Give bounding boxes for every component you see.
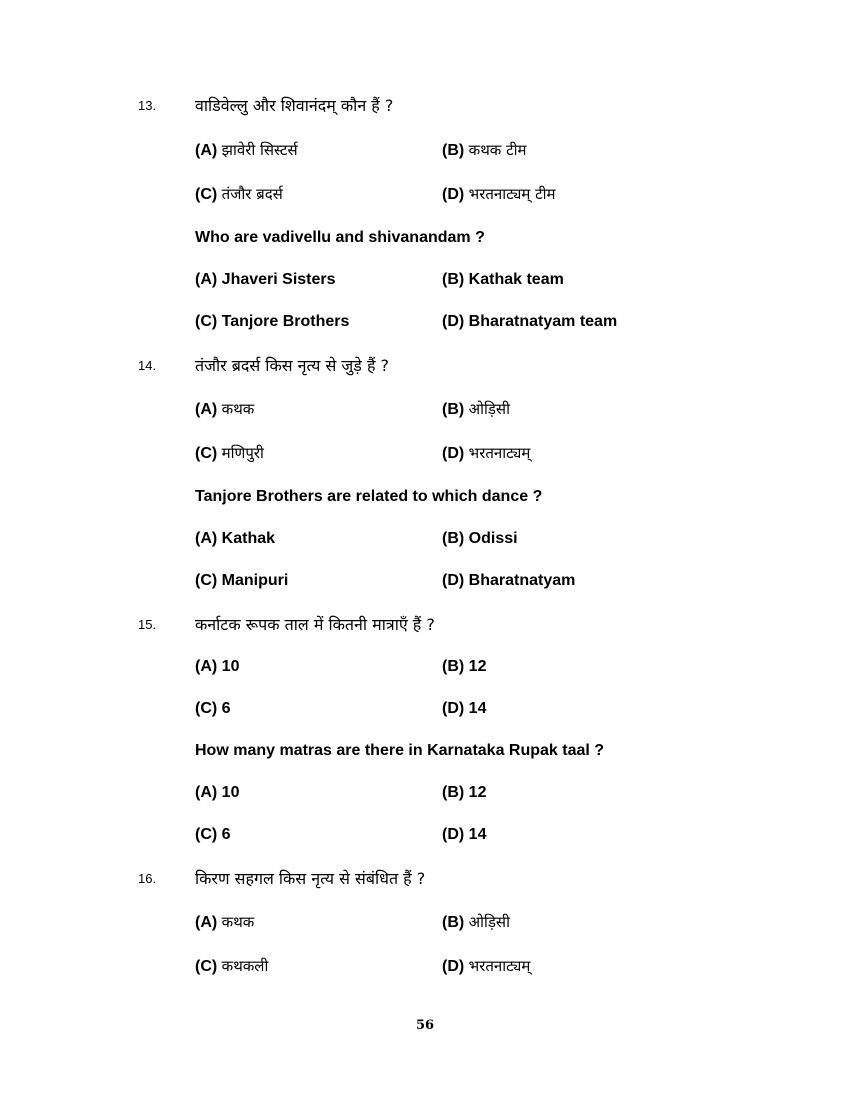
option-b-english: (B) Kathak team	[442, 271, 564, 288]
question-text-english: How many matras are there in Karnataka Rupak taal ?	[195, 742, 605, 759]
option-b-hindi: (B) 12	[442, 658, 487, 675]
question-number: 15.	[138, 617, 157, 632]
option-d-hindi: (D) भरतनाट्यम्	[442, 957, 531, 975]
question-text-hindi: तंजौर ब्रदर्स किस नृत्य से जुड़े हैं ?	[195, 356, 390, 375]
question-text-english: Who are vadivellu and shivanandam ?	[195, 229, 485, 246]
option-a-english: (A) Kathak	[195, 530, 276, 547]
option-b-english: (B) 12	[442, 784, 487, 801]
option-d-hindi: (D) 14	[442, 700, 487, 717]
option-d-hindi: (D) भरतनाट्यम् टीम	[442, 185, 556, 203]
option-d-hindi: (D) भरतनाट्यम्	[442, 444, 531, 462]
option-a-hindi: (A) कथक	[195, 400, 255, 418]
option-d-english: (D) Bharatnatyam team	[442, 313, 618, 330]
question-text-hindi: कर्नाटक रूपक ताल में कितनी मात्राएँ हैं ?	[195, 615, 435, 634]
question-number: 14.	[138, 358, 157, 373]
option-c-hindi: (C) मणिपुरी	[195, 444, 264, 462]
question-text-hindi: वाडिवेल्लु और शिवानंदम् कौन हैं ?	[195, 96, 394, 115]
option-d-english: (D) Bharatnatyam	[442, 572, 576, 589]
question-text-hindi: किरण सहगल किस नृत्य से संबंधित हैं ?	[195, 869, 426, 888]
option-c-english: (C) 6	[195, 826, 231, 843]
option-c-hindi: (C) कथकली	[195, 957, 269, 975]
question-text-english: Tanjore Brothers are related to which dance ?	[195, 488, 543, 505]
option-c-hindi: (C) तंजौर ब्रदर्स	[195, 185, 283, 203]
question-number: 13.	[138, 98, 157, 113]
option-b-english: (B) Odissi	[442, 530, 518, 547]
option-c-english: (C) Manipuri	[195, 572, 289, 589]
option-c-hindi: (C) 6	[195, 700, 231, 717]
option-a-hindi: (A) कथक	[195, 913, 255, 931]
option-b-hindi: (B) कथक टीम	[442, 141, 527, 159]
page-number: 56	[415, 1018, 435, 1033]
option-b-hindi: (B) ओड़िसी	[442, 913, 510, 931]
question-number: 16.	[138, 871, 157, 886]
option-a-english: (A) Jhaveri Sisters	[195, 271, 336, 288]
option-a-hindi: (A) झावेरी सिस्टर्स	[195, 141, 298, 159]
option-a-english: (A) 10	[195, 784, 240, 801]
option-a-hindi: (A) 10	[195, 658, 240, 675]
option-c-english: (C) Tanjore Brothers	[195, 313, 350, 330]
option-d-english: (D) 14	[442, 826, 487, 843]
option-b-hindi: (B) ओड़िसी	[442, 400, 510, 418]
